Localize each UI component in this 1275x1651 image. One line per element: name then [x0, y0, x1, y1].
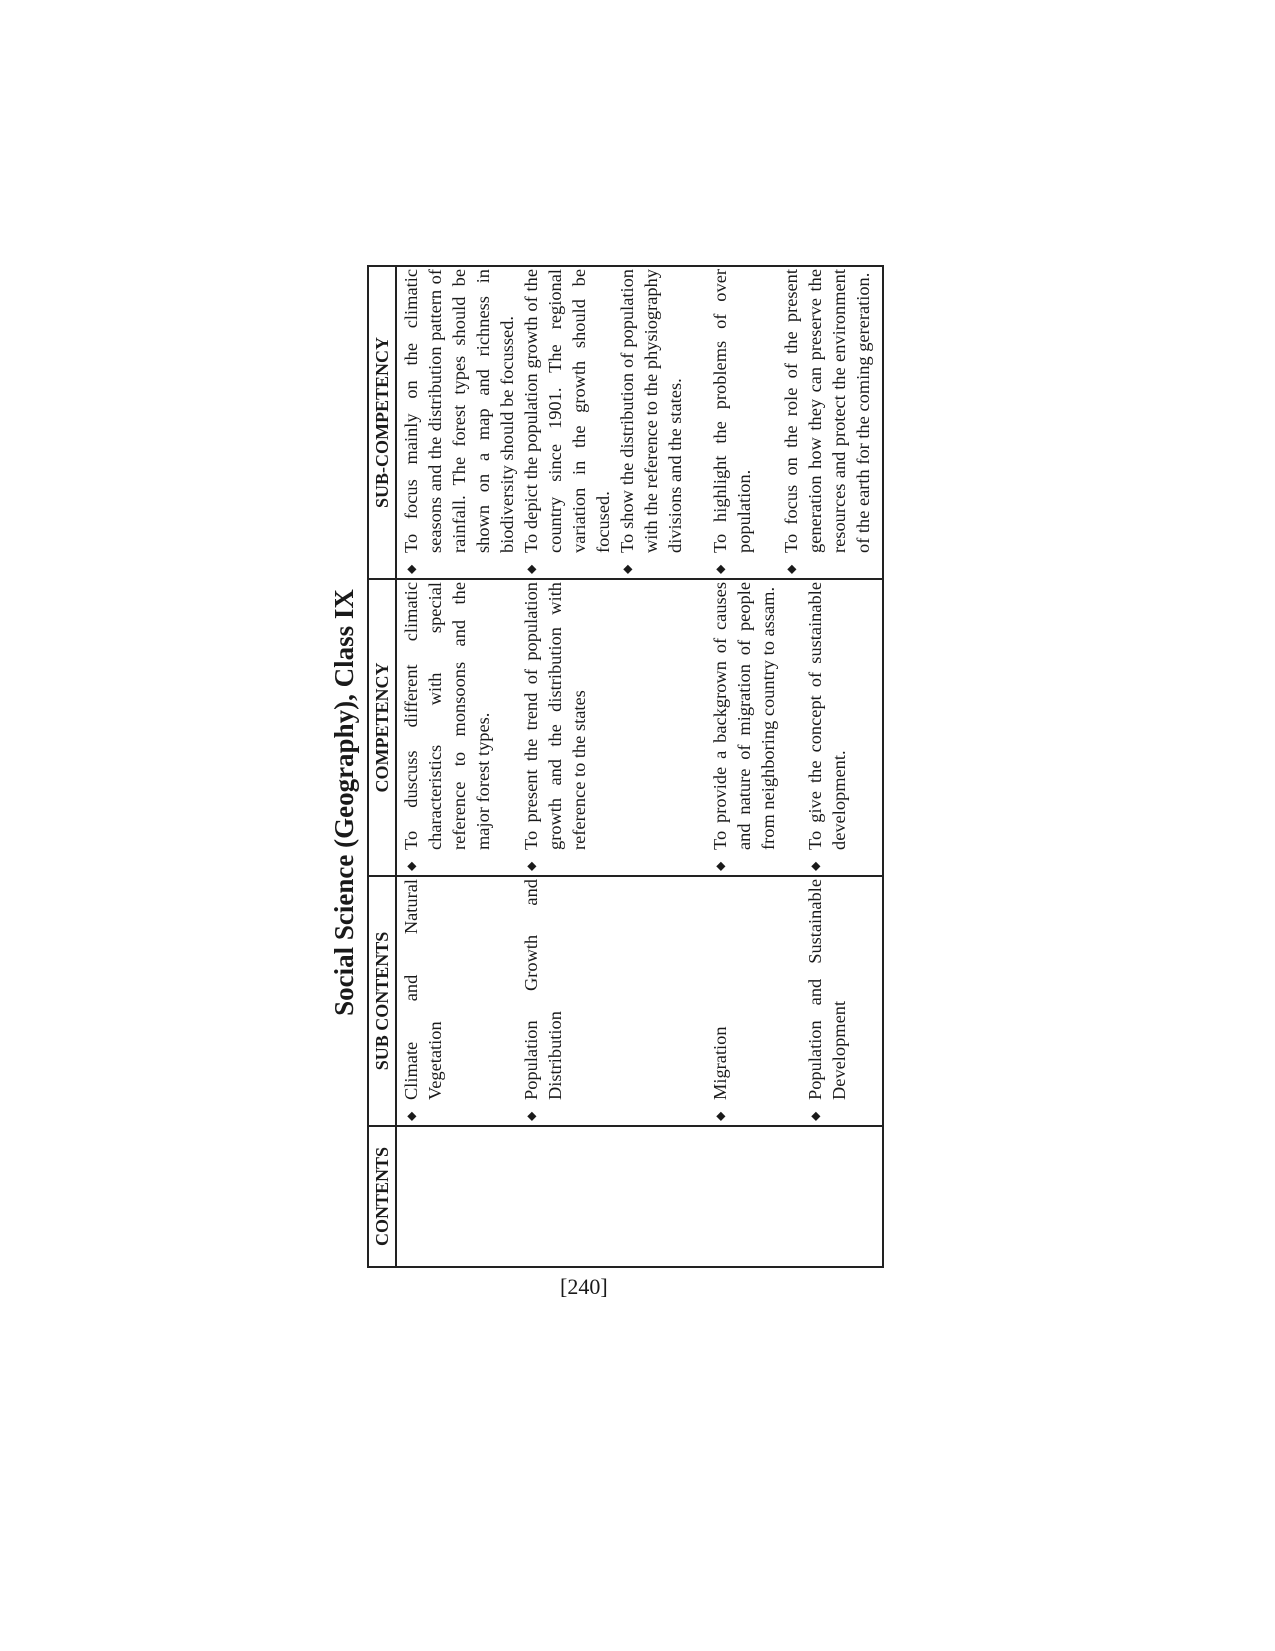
- list-item: [708, 582, 803, 871]
- list-item: [399, 269, 519, 574]
- competency-text: To duscuss different climatic characteristics with special reference to monsoons and the major forest types.: [401, 582, 493, 850]
- sub-contents-cell: [396, 876, 882, 1126]
- sub-content-text: Climate and Natural Vegetation: [401, 879, 445, 1100]
- bullet-icon: ◆: [713, 1111, 727, 1121]
- competency-text: To provide a backgrown of causes and nature of migration of people from neighboring country to assam.: [710, 582, 778, 850]
- bullet-icon: ◆: [404, 1111, 418, 1121]
- bullet-icon: ◆: [524, 1111, 538, 1121]
- list-item: [779, 269, 875, 574]
- list-item: [708, 269, 779, 574]
- sub-competency-cell: [396, 267, 882, 579]
- page-title: Social Science (Geography), Class IX: [329, 589, 359, 1016]
- list-item: [399, 879, 519, 1121]
- competency-cell: [396, 579, 882, 876]
- bullet-icon: ◆: [808, 861, 822, 871]
- competency-text: To give the concept of sustainable development.: [805, 582, 849, 850]
- list-item: [708, 879, 803, 1121]
- sub-content-text: Population Growth and Distribution: [521, 879, 565, 1100]
- bullet-icon: ◆: [620, 564, 634, 574]
- table-row: [396, 267, 882, 1266]
- header-competency: COMPETENCY: [369, 579, 396, 876]
- list-item: [399, 582, 519, 871]
- curriculum-table: [367, 265, 884, 1268]
- list-item: [519, 879, 708, 1121]
- list-item: [803, 879, 851, 1121]
- bullet-icon: ◆: [404, 861, 418, 871]
- header-sub-competency: SUB-COMPETENCY: [369, 267, 396, 579]
- sub-content-text: Migration: [710, 1026, 730, 1100]
- bullet-icon: ◆: [404, 564, 418, 574]
- competency-text: To present the trend of population growth and the distribution with reference to the states: [521, 582, 589, 850]
- bullet-icon: ◆: [524, 564, 538, 574]
- header-sub-contents: SUB CONTENTS: [369, 876, 396, 1126]
- bullet-icon: ◆: [808, 1111, 822, 1121]
- sub-competency-text: To highlight the problems of over population.: [710, 269, 754, 553]
- sub-competency-text: To focus mainly on the climatic seasons and the distribution pattern of rainfall. The forest types should be shown on a map and richness in biodiversity should be focussed.: [401, 269, 517, 553]
- list-item: [803, 582, 851, 871]
- rotated-page: [329, 265, 929, 1340]
- sub-competency-text: To depict the population growth of the country since 1901. The regional variation in the growth should be focused.: [521, 269, 613, 553]
- contents-cell: [396, 1126, 882, 1266]
- header-contents: CONTENTS: [369, 1126, 396, 1266]
- sub-content-text: Population and Sustainable Development: [805, 879, 849, 1100]
- header-row: [369, 267, 396, 1266]
- page-number: [240]: [560, 1274, 608, 1299]
- bullet-icon: ◆: [784, 564, 798, 574]
- bullet-icon: ◆: [524, 861, 538, 871]
- list-item: [519, 582, 708, 871]
- list-item: [615, 269, 708, 574]
- bullet-icon: ◆: [713, 564, 727, 574]
- sub-competency-text: To show the distribution of population with the reference to the physiography divisions and the states.: [617, 269, 685, 553]
- list-item: [519, 269, 615, 574]
- bullet-icon: ◆: [713, 861, 727, 871]
- sub-competency-text: To focus on the role of the present generation how they can preserve the resources and protect the environment of the earth for the coming gereration.: [781, 269, 873, 553]
